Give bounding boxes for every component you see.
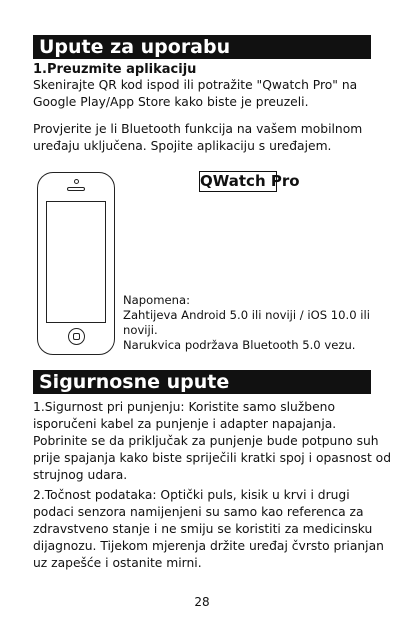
text-line: Pobrinite se da priključak za punjenje bude potpuno suh <box>33 434 379 448</box>
text-line: isporučeni kabel za punjenje i adapter napajanja. <box>33 417 337 431</box>
text-line: Provjerite je li Bluetooth funkcija na vašem mobilnom <box>33 122 363 136</box>
text-line: 1.Sigurnost pri punjenju: Koristite samo službeno <box>33 400 335 414</box>
text-line: Google Play/App Store kako biste je preuzeli. <box>33 95 309 109</box>
phone-illustration <box>37 172 115 355</box>
phone-camera-icon <box>74 179 79 184</box>
text-line: strujnog udara. <box>33 468 128 482</box>
phone-speaker-icon <box>67 187 85 191</box>
download-instructions <box>33 77 378 111</box>
text-line: podaci senzora namijenjeni su samo kao referenca za <box>33 505 364 519</box>
text-line: dijagnozu. Tijekom mjerenja držite uređaj čvrsto prianjan <box>33 539 384 553</box>
section-header-usage: Upute za uporabu <box>33 35 371 59</box>
text-line: uređaju uključena. Spojite aplikaciju s uređajem. <box>33 139 332 153</box>
text-line: zdravstveno stanje i ne smiju se koristiti za medicinsku <box>33 522 373 536</box>
phone-screen <box>46 201 106 323</box>
bluetooth-instructions <box>33 121 378 155</box>
download-app-subtitle: 1.Preuzmite aplikaciju <box>33 62 197 77</box>
phone-home-button-icon <box>68 328 85 345</box>
text-line: Skenirajte QR kod ispod ili potražite "Qwatch Pro" na <box>33 78 358 92</box>
note-line: noviji. <box>123 323 158 337</box>
requirements-note <box>123 293 388 353</box>
text-line: 2.Točnost podataka: Optički puls, kisik u krvi i drugi <box>33 488 350 502</box>
text-line: uz zapešće i ostanite mirni. <box>33 556 202 570</box>
charging-safety-paragraph <box>33 399 392 484</box>
note-line: Narukvica podržava Bluetooth 5.0 vezu. <box>123 338 356 352</box>
data-accuracy-paragraph <box>33 487 384 572</box>
page-number: 28 <box>194 595 210 609</box>
section-header-safety: Sigurnosne upute <box>33 370 371 394</box>
text-line: prije spajanja kako biste spriječili kratki spoj i opasnost od <box>33 451 392 465</box>
app-name-label: QWatch Pro <box>200 172 300 190</box>
note-line: Zahtijeva Android 5.0 ili noviji / iOS 10.0 ili <box>123 308 370 322</box>
home-button-square-icon <box>73 333 80 340</box>
note-line: Napomena: <box>123 293 191 307</box>
